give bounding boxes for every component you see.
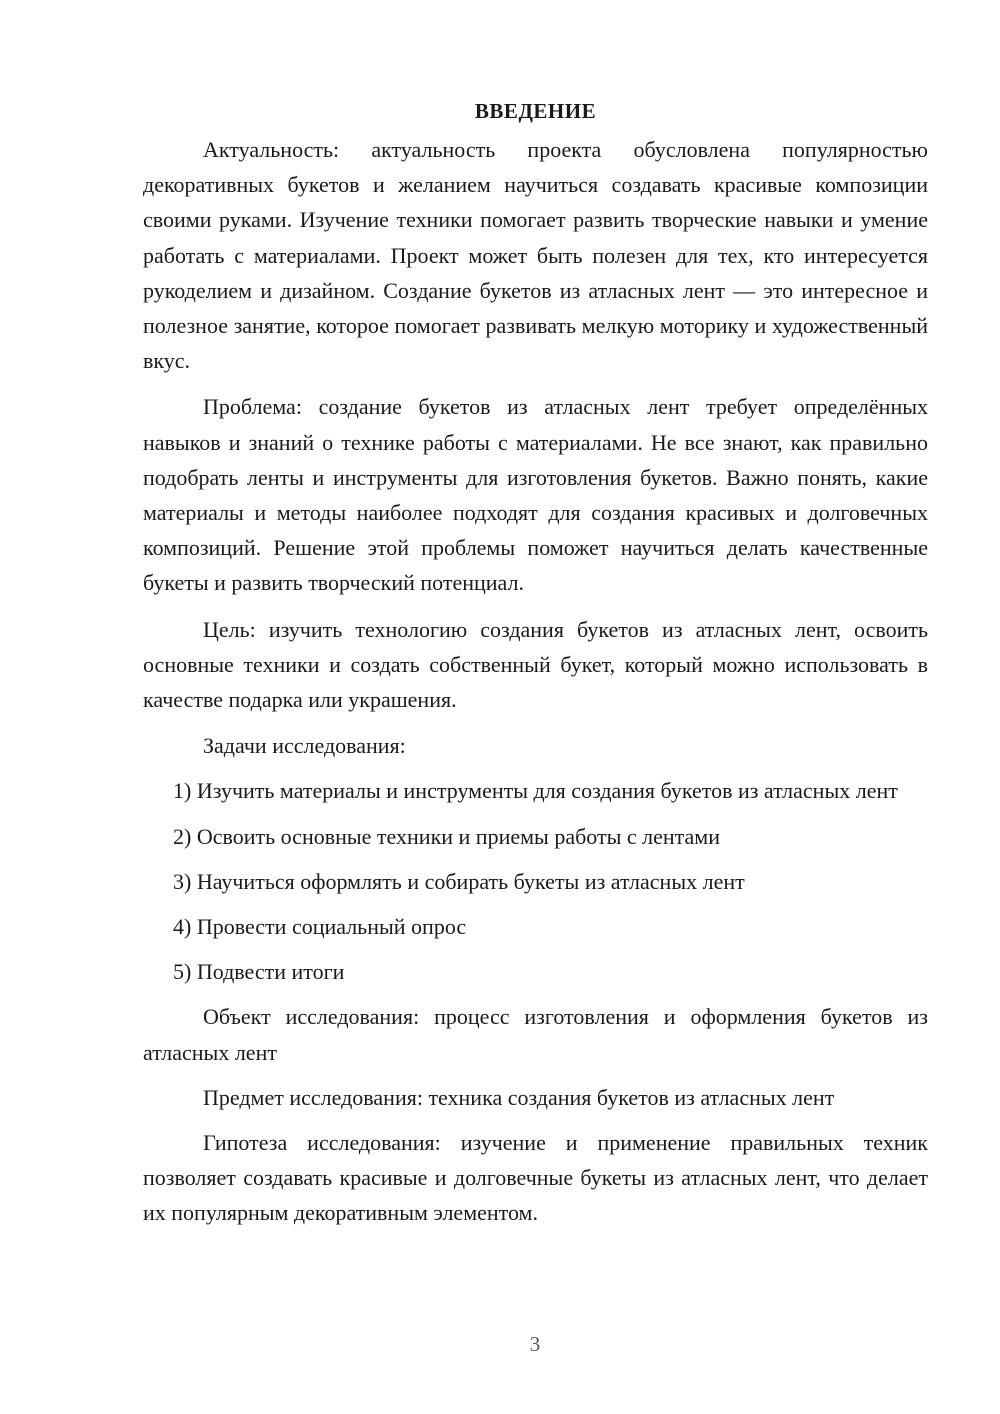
object-paragraph: Объект исследования: процесс изготовления и оформления букетов из атласных лент: [143, 1004, 928, 1065]
subject-paragraph: Предмет исследования: техника создания букетов из атласных лент: [203, 1084, 835, 1110]
section-title: ВВЕДЕНИЕ: [474, 99, 597, 123]
task-item: 5) Подвести итоги: [173, 959, 345, 985]
hypothesis-paragraph: Гипотеза исследования: изучение и применение правильных техник позволяет создавать красивые и долговечные букеты из атласных лент, что делает их популярным декоративным элементом.: [143, 1130, 928, 1226]
task-item: 2) Освоить основные техники и приемы работы с лентами: [173, 823, 721, 849]
task-item: 4) Провести социальный опрос: [173, 914, 467, 940]
task-item: 1) Изучить материалы и инструменты для создания букетов из атласных лент: [173, 778, 898, 804]
goal-paragraph: Цель: изучить технологию создания букетов из атласных лент, освоить основные техники и создать собственный букет, который можно использовать в качестве подарка или украшения.: [143, 616, 928, 713]
problem-paragraph: Проблема: создание букетов из атласных лент требует определённых навыков и знаний о технике работы с материалами. Не все знают, как правильно подобрать ленты и инструменты для изготовления букетов. Важно понять, какие материалы и методы наиболее подходят для создания красивых и долговечных композиций. Решение этой проблемы поможет научиться делать качественные букеты и развить творческий потенциал.: [143, 394, 928, 596]
page-number: 3: [529, 1332, 541, 1356]
document-page: [143, 94, 928, 1242]
tasks-list: [143, 773, 928, 989]
relevance-paragraph: Актуальность: актуальность проекта обусловлена популярностью декоративных букетов и желанием научиться создавать красивые композиции своими руками. Изучение техники помогает развить творческие навыки и умение работать с материалами. Проект может быть полезен для тех, кто интересуется рукоделием и дизайном. Создание букетов из атласных лент — это интересное и полезное занятие, которое помогает развивать мелкую моторику и художественный вкус.: [143, 137, 928, 374]
task-item: 3) Научиться оформлять и собирать букеты из атласных лент: [173, 868, 745, 894]
tasks-heading: Задачи исследования:: [203, 733, 406, 759]
